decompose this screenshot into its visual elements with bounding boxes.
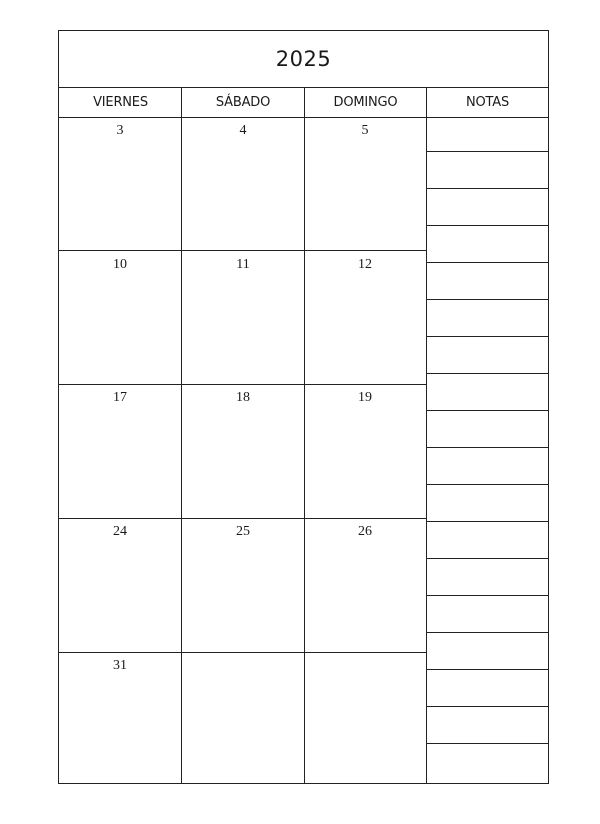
day-number: 11	[236, 257, 250, 272]
notes-line	[426, 706, 548, 707]
notes-line	[426, 484, 548, 485]
notes-line	[426, 558, 548, 559]
day-number: 31	[113, 658, 127, 673]
header-viernes: VIERNES	[59, 88, 182, 118]
notes-line	[426, 151, 548, 152]
day-number: 17	[113, 390, 127, 405]
notes-line	[426, 262, 548, 263]
notes-line	[426, 373, 548, 374]
calendar-page	[58, 30, 549, 784]
day-number: 10	[113, 257, 127, 272]
notes-line	[426, 188, 548, 189]
notes-line	[426, 595, 548, 596]
year-title: 2025	[59, 31, 548, 88]
day-number: 18	[236, 390, 250, 405]
day-number: 26	[358, 524, 372, 539]
week-divider	[59, 518, 426, 519]
notes-line	[426, 410, 548, 411]
notes-line	[426, 521, 548, 522]
day-number: 5	[361, 123, 369, 138]
notes-line	[426, 743, 548, 744]
day-number: 24	[113, 524, 127, 539]
header-sabado: SÁBADO	[182, 88, 304, 118]
week-divider	[59, 250, 426, 251]
grid-vline	[426, 88, 427, 783]
day-number: 19	[358, 390, 372, 405]
notes-line	[426, 299, 548, 300]
notes-line	[426, 669, 548, 670]
week-divider	[59, 652, 426, 653]
grid-vline	[181, 88, 182, 783]
day-number: 25	[236, 524, 250, 539]
notes-line	[426, 336, 548, 337]
day-number: 3	[116, 123, 124, 138]
week-divider	[59, 384, 426, 385]
header-notas: NOTAS	[427, 88, 548, 118]
notes-line	[426, 632, 548, 633]
notes-line	[426, 447, 548, 448]
notes-line	[426, 225, 548, 226]
day-number: 4	[239, 123, 247, 138]
grid-vline	[304, 88, 305, 783]
day-number: 12	[358, 257, 372, 272]
header-domingo: DOMINGO	[304, 88, 427, 118]
